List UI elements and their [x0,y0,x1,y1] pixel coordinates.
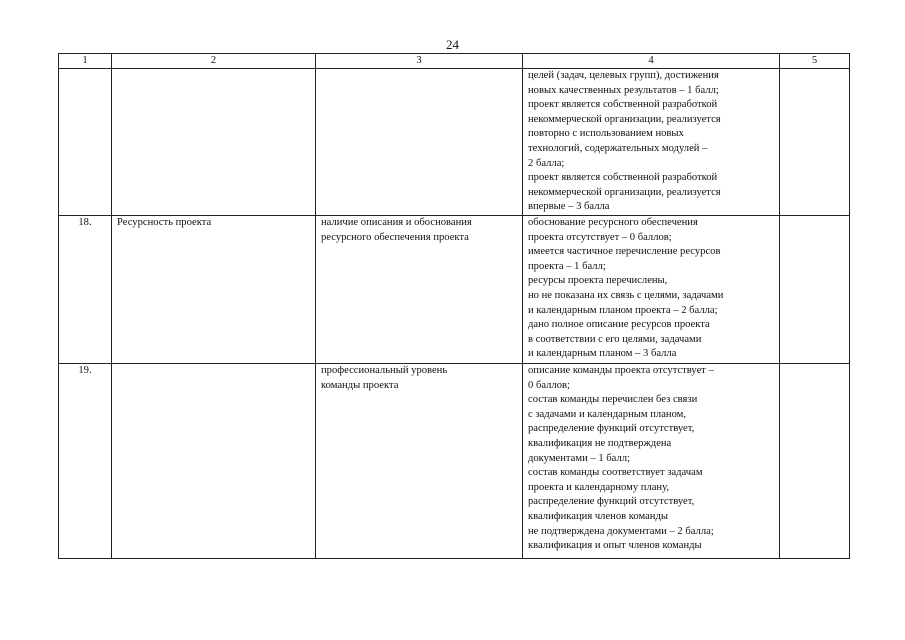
scoring-line: новых качественных результатов – 1 балл; [528,84,719,96]
scoring-cell [523,69,780,216]
scoring-line: описание команды проекта отсутствует – [528,365,714,376]
scoring-line: технологий, содержательных модулей – [528,142,708,154]
scoring-line: проект является собственной разработкой [528,172,718,184]
scoring-line: дано полное описание ресурсов проекта [528,319,710,331]
indicator-line: профессиональный уровень [321,365,448,376]
scoring-line: проекта – 1 балл; [528,260,606,272]
scoring-cell [523,364,780,559]
criterion-cell [112,216,316,364]
row-number-cell: 18. [59,216,112,364]
scoring-line: с задачами и календарным планом, [528,408,687,420]
criterion-line: Ресурсность проекта [117,217,212,228]
header-col-4: 4 [523,54,780,69]
scoring-line: и календарным планом – 3 балла [528,348,677,360]
table-row [59,216,850,364]
header-col-2: 2 [112,54,316,69]
scoring-line: впервые – 3 балла [528,201,610,213]
indicator-line: наличие описания и обоснования [321,217,472,228]
scoring-line: распределение функций отсутствует, [528,423,695,435]
criterion-cell [112,364,316,559]
scoring-line: квалификация не подтверждена [528,437,672,449]
scoring-line: некоммерческой организации, реализуется [528,113,721,125]
scoring-line: не подтверждена документами – 2 балла; [528,525,714,537]
header-col-1: 1 [59,54,112,69]
scoring-line: обоснование ресурсного обеспечения [528,217,698,228]
col5-cell [780,69,850,216]
scoring-line: проекта и календарному плану, [528,481,669,493]
criteria-table [58,53,850,559]
scoring-line: повторно с использованием новых [528,128,684,140]
scoring-line: в соответствии с его целями, задачами [528,333,702,345]
row-number-cell: 19. [59,364,112,559]
criterion-cell [112,69,316,216]
col5-cell [780,216,850,364]
scoring-line: проект является собственной разработкой [528,99,718,111]
scoring-line: документами – 1 балл; [528,452,630,464]
scoring-line: 2 балла; [528,157,565,169]
scoring-line: ресурсы проекта перечислены, [528,275,668,287]
page-number: 24 [446,37,459,52]
table-header-row [59,54,850,69]
scoring-cell [523,216,780,364]
indicator-line: команды проекта [321,379,399,391]
row-number-cell [59,69,112,216]
scoring-line: квалификация членов команды [528,510,668,522]
scoring-line: 0 баллов; [528,379,570,391]
scoring-line: состав команды перечислен без связи [528,394,698,406]
scoring-line: но не показана их связь с целями, задачами [528,289,724,301]
indicator-line: ресурсного обеспечения проекта [321,231,469,243]
scoring-line: состав команды соответствует задачам [528,467,703,479]
scoring-line: квалификация и опыт членов команды [528,540,702,552]
scoring-line: имеется частичное перечисление ресурсов [528,246,721,258]
header-col-5: 5 [780,54,850,69]
header-col-3: 3 [316,54,523,69]
table-row [59,69,850,216]
indicator-cell [316,216,523,364]
col5-cell [780,364,850,559]
indicator-cell [316,364,523,559]
table-row [59,364,850,559]
scoring-line: некоммерческой организации, реализуется [528,186,721,198]
scoring-line: проекта отсутствует – 0 баллов; [528,231,672,243]
scoring-line: целей (задач, целевых групп), достижения [528,70,719,81]
scoring-line: и календарным планом проекта – 2 балла; [528,304,718,316]
scoring-line: распределение функций отсутствует, [528,496,695,508]
indicator-cell [316,69,523,216]
